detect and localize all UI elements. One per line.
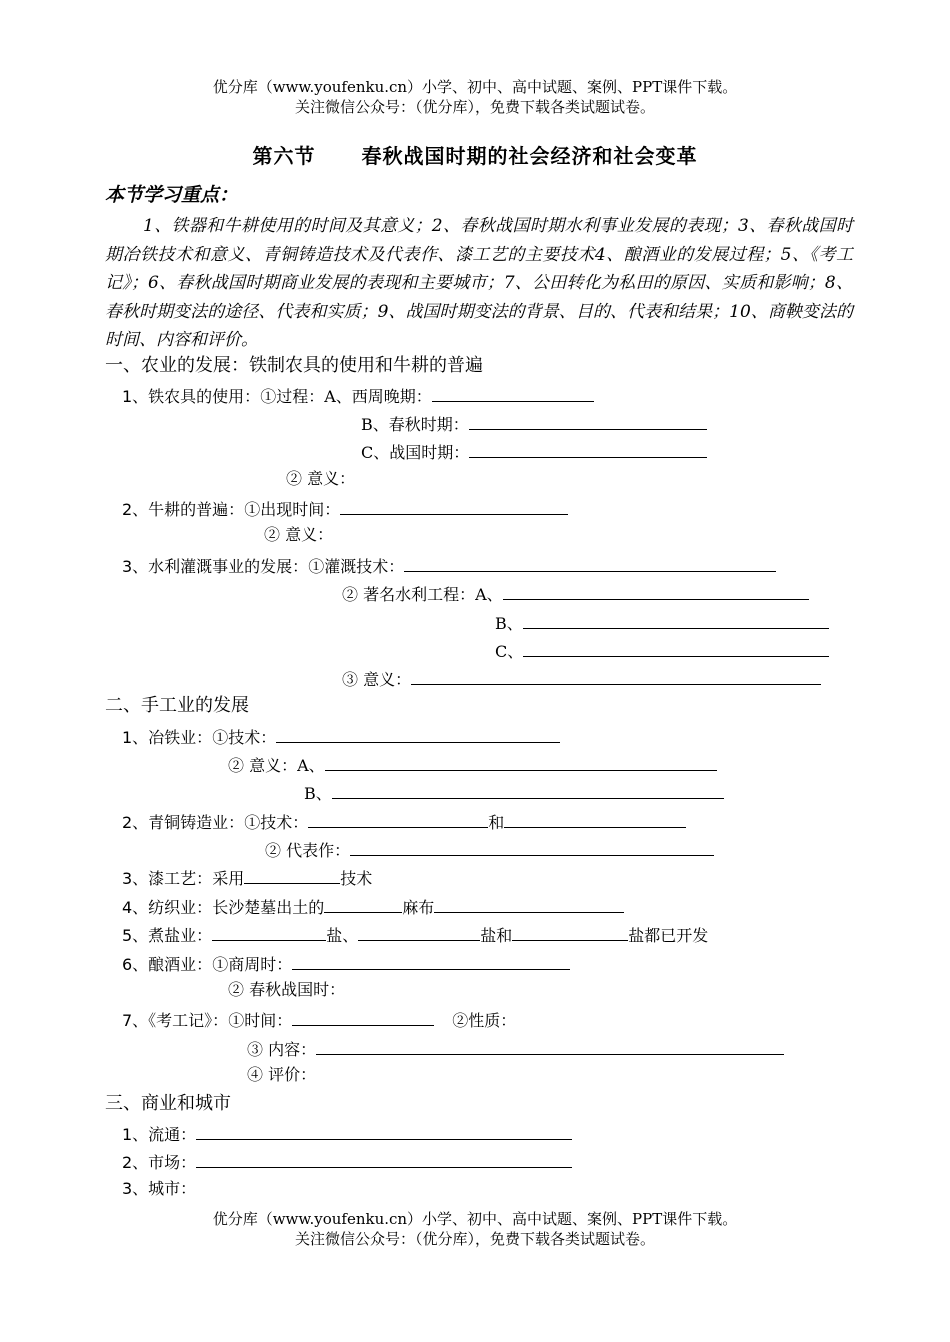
question-city <box>122 1181 196 1197</box>
question-label: 2、市场： <box>122 1153 197 1172</box>
question-circulation <box>122 1124 572 1143</box>
answer-blank[interactable] <box>292 954 570 970</box>
question-label: 1、冶铁业： <box>122 728 213 747</box>
answer-blank[interactable] <box>503 584 809 600</box>
answer-blank[interactable] <box>432 386 594 402</box>
prompt-label: ② 著名水利工程：A、 <box>342 585 503 604</box>
answer-blank[interactable] <box>434 897 624 913</box>
question-work-b <box>495 613 829 632</box>
prompt-label: 长沙楚墓出土的 <box>212 898 325 917</box>
question-label: 6、酿酒业： <box>122 955 213 974</box>
title-name: 春秋战国时期的社会经济和社会变革 <box>361 144 698 168</box>
key-points-heading: 本节学习重点： <box>105 184 239 206</box>
question-label: 3、水利灌溉事业的发展： <box>122 557 309 576</box>
prompt-label: B、 <box>304 784 332 803</box>
prompt-label: ①过程：A、西周晚期： <box>260 387 432 406</box>
question-iron-smelting <box>122 727 560 746</box>
connector-text: 和 <box>488 813 505 832</box>
answer-blank[interactable] <box>512 925 628 941</box>
prompt-label: ①出现时间： <box>244 500 341 519</box>
connector-text: 盐和 <box>480 926 513 945</box>
question-label: 2、牛耕的普遍： <box>122 500 245 519</box>
key-points-text: 1、铁器和牛耕使用的时间及其意义；2、春秋战国时期水利事业发展的表现；3、春秋战国时期冶铁技术和意义、青铜铸造技术及代表作、漆工艺的主要技术4、酿酒业的发展过程；5、《考工记》；6、春秋战国时期商业发展的表现和主要城市；7、公田转化为私田的原因、实质和影响；8、春秋时期变法的途径、代表和实质；9、战国时期变法的背景、目的、代表和结果；10、商鞅变法的时间、内容和评价。 <box>105 216 853 351</box>
question-bronze <box>122 812 686 831</box>
answer-blank[interactable] <box>332 783 724 799</box>
suffix-text: 盐都已开发 <box>628 926 709 945</box>
prompt-label: ①商周时： <box>212 955 293 974</box>
question-iron-warring-states <box>361 442 707 461</box>
answer-blank[interactable] <box>358 925 480 941</box>
question-label: 3、漆工艺： <box>122 869 213 888</box>
prompt-label: ①时间： <box>228 1011 293 1030</box>
answer-blank[interactable] <box>292 1010 434 1026</box>
question-kg-eval: ④ 评价： <box>247 1065 317 1084</box>
prompt-label: ①技术： <box>212 728 277 747</box>
footer-line-2: 关注微信公众号：（优分库），免费下载各类试题试卷。 <box>294 1230 655 1248</box>
question-work-c <box>495 641 829 660</box>
suffix-text: 技术 <box>340 869 373 888</box>
question-smelting-significance-b <box>304 783 724 802</box>
question-wine-spring: ② 春秋战国时： <box>228 980 346 999</box>
answer-blank[interactable] <box>324 897 402 913</box>
section-heading-commerce: 三、商业和城市 <box>105 1093 231 1114</box>
prompt-label: ③ 内容： <box>247 1040 317 1059</box>
footer-line-1: 优分库（www.youfenku.cn）小学、初中、高中试题、案例、PPT课件下载。 <box>212 1210 738 1228</box>
answer-blank[interactable] <box>523 613 829 629</box>
question-irrigation-significance <box>342 669 821 688</box>
answer-blank[interactable] <box>308 812 488 828</box>
answer-blank[interactable] <box>325 755 717 771</box>
section-heading-agriculture: 一、农业的发展：铁制农具的使用和牛耕的普遍 <box>105 355 483 376</box>
answer-blank[interactable] <box>340 499 568 515</box>
header-line-2: 关注微信公众号：（优分库），免费下载各类试题试卷。 <box>294 98 655 116</box>
prompt-label: 采用 <box>212 869 245 888</box>
question-wine <box>122 954 570 973</box>
answer-blank[interactable] <box>350 840 714 856</box>
section-heading-handicraft: 二、手工业的发展 <box>105 695 249 716</box>
prompt-label: ② 代表作： <box>265 841 351 860</box>
connector-text: 麻布 <box>402 898 435 917</box>
prompt-label: ②性质： <box>452 1011 517 1030</box>
question-kaogongji <box>122 1010 516 1029</box>
question-ox-significance: ② 意义： <box>264 525 334 544</box>
answer-blank[interactable] <box>523 641 829 657</box>
question-lacquer <box>122 868 372 887</box>
title-section-number: 第六节 <box>252 144 316 168</box>
prompt-label: ③ 意义： <box>342 670 412 689</box>
page-title <box>0 146 950 166</box>
prompt-label: B、 <box>495 614 523 633</box>
question-iron-significance: ② 意义： <box>286 469 356 488</box>
question-smelting-significance-a <box>228 755 717 774</box>
header-line-1: 优分库（www.youfenku.cn）小学、初中、高中试题、案例、PPT课件下载。 <box>212 78 738 96</box>
answer-blank[interactable] <box>404 556 776 572</box>
question-iron-tools <box>122 386 594 405</box>
answer-blank[interactable] <box>469 442 707 458</box>
answer-blank[interactable] <box>411 669 821 685</box>
answer-blank[interactable] <box>196 1152 572 1168</box>
prompt-label: C、 <box>495 642 524 661</box>
question-market <box>122 1152 572 1171</box>
question-label: 1、铁农具的使用： <box>122 387 261 406</box>
answer-blank[interactable] <box>212 925 326 941</box>
prompt-label: B、春秋时期： <box>361 415 469 434</box>
question-famous-works <box>342 584 809 603</box>
answer-blank[interactable] <box>504 812 686 828</box>
question-textile <box>122 897 624 916</box>
question-kg-content <box>247 1039 784 1058</box>
question-iron-spring-autumn <box>361 414 707 433</box>
question-ox-plough <box>122 499 568 518</box>
answer-blank[interactable] <box>276 727 560 743</box>
answer-blank[interactable] <box>469 414 707 430</box>
answer-blank[interactable] <box>316 1039 784 1055</box>
question-label: 4、纺织业： <box>122 898 213 917</box>
question-label: 3、城市： <box>122 1179 197 1198</box>
answer-blank[interactable] <box>196 1124 572 1140</box>
prompt-label: ①技术： <box>244 813 309 832</box>
connector-text: 盐、 <box>326 926 359 945</box>
question-irrigation <box>122 556 776 575</box>
question-label: 7、《考工记》： <box>122 1011 229 1030</box>
question-label: 1、流通： <box>122 1125 197 1144</box>
answer-blank[interactable] <box>244 868 340 884</box>
prompt-label: C、战国时期： <box>361 443 470 462</box>
question-bronze-works <box>265 840 714 859</box>
prompt-label: ② 意义：A、 <box>228 756 325 775</box>
prompt-label: ①灌溉技术： <box>308 557 405 576</box>
question-salt <box>122 925 708 944</box>
question-label: 2、青铜铸造业： <box>122 813 245 832</box>
question-label: 5、煮盐业： <box>122 926 213 945</box>
